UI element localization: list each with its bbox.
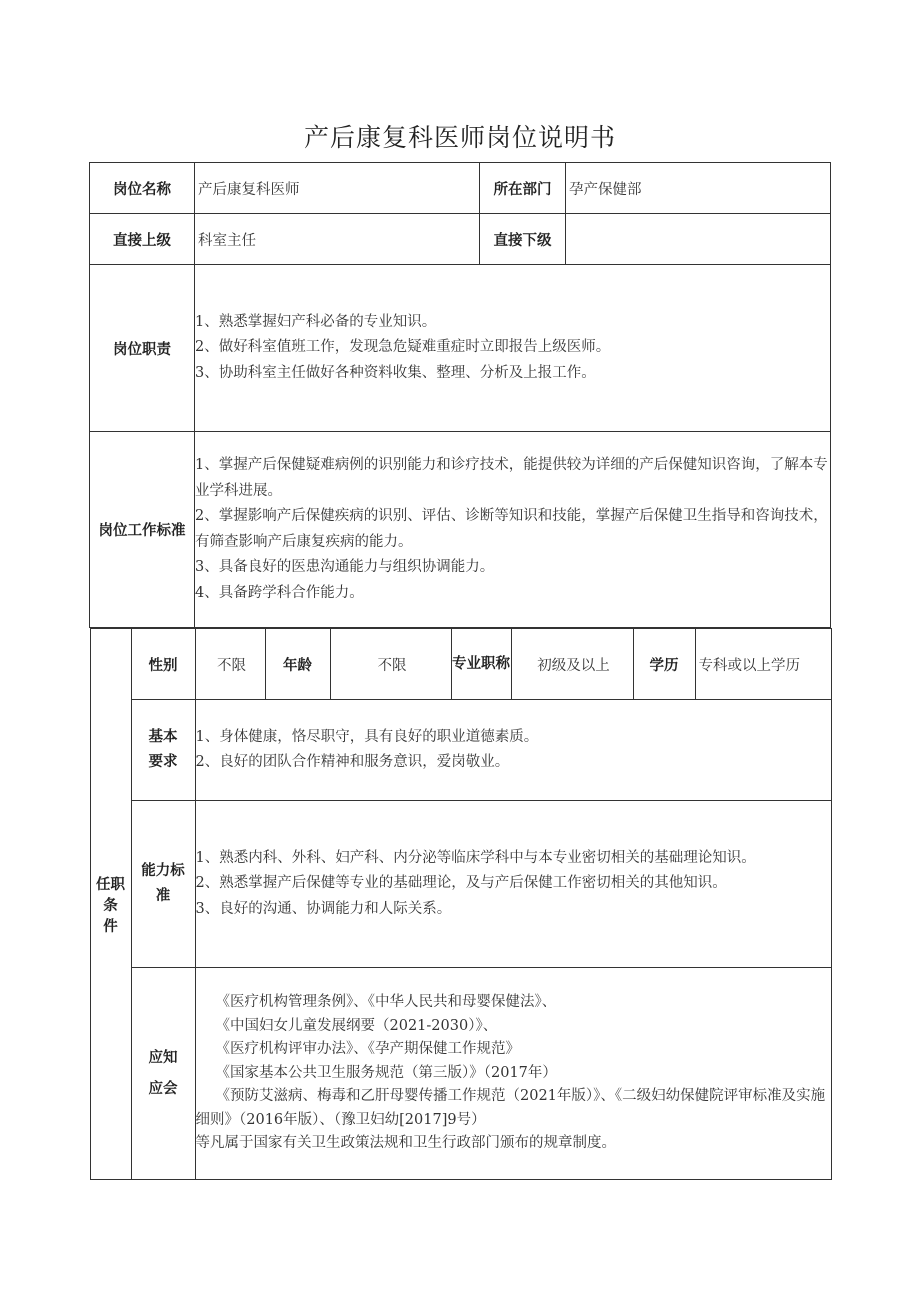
standards-label: 岗位工作标准 <box>90 432 195 628</box>
duty-item: 2、做好科室值班工作，发现急危疑难重症时立即报告上级医师。 <box>195 339 611 356</box>
standard-item: 3、具备良好的医患沟通能力与组织协调能力。 <box>195 559 495 575</box>
ability-label-line: 准 <box>155 888 171 904</box>
standards-row <box>90 432 831 628</box>
ability-label-line: 能力标 <box>141 863 185 879</box>
knowledge-content <box>195 968 831 1180</box>
regulation-item: 《医疗机构评审办法》、《孕产期保健工作规范》 <box>215 1041 520 1058</box>
department-value: 孕产保健部 <box>566 163 831 214</box>
qualifications-row <box>90 628 831 1181</box>
superior-label: 直接上级 <box>90 214 195 265</box>
regulation-item: 《国家基本公共卫生服务规范（第三版）》（2017年） <box>215 1064 557 1081</box>
gender-label: 性别 <box>131 629 195 700</box>
department-label: 所在部门 <box>480 163 566 214</box>
ability-content <box>195 801 831 968</box>
superior-row <box>90 214 831 265</box>
basic-req-item: 1、身体健康，恪尽职守，具有良好的职业道德素质。 <box>195 728 539 745</box>
standard-item: 4、具备跨学科合作能力。 <box>195 584 364 601</box>
regulation-item: 《预防艾滋病、梅毒和乙肝母婴传播工作规范（2021年版）》、《二级妇幼保健院评审标准及实施细则》（2016年版）、（豫卫妇幼[2017]9号） <box>195 1088 826 1128</box>
basic-req-label <box>131 700 195 801</box>
standard-item: 1、掌握产后保健疑难病例的识别能力和诊疗技术，能提供较为详细的产后保健知识咨询，了解本专业学科进展。 <box>195 457 828 499</box>
position-name-label: 岗位名称 <box>90 163 195 214</box>
basic-req-label-line: 要求 <box>148 754 178 770</box>
title-label: 专业职称 <box>451 629 511 700</box>
qualifications-label-line: 任职 <box>96 876 125 893</box>
duties-label: 岗位职责 <box>90 265 195 432</box>
superior-value: 科室主任 <box>195 214 480 265</box>
standards-content <box>195 432 831 628</box>
ability-label <box>131 801 195 968</box>
title-value: 初级及以上 <box>511 629 633 700</box>
qualifications-label <box>90 629 131 1180</box>
regulation-item: 《医疗机构管理条例》、《中华人民共和母婴保健法》、 <box>215 994 557 1011</box>
gender-value: 不限 <box>195 629 265 700</box>
basic-req-label-line: 基本 <box>148 729 178 745</box>
age-label: 年龄 <box>265 629 330 700</box>
education-label: 学历 <box>633 629 695 700</box>
job-description-table <box>89 162 831 1180</box>
position-name-value: 产后康复科医师 <box>195 163 480 214</box>
duties-content <box>195 265 831 432</box>
basic-req-content <box>195 700 831 801</box>
qualifications-label-line: 条 <box>103 897 118 914</box>
regulation-item: 《中国妇女儿童发展纲要（2021-2030）》、 <box>215 1017 498 1034</box>
knowledge-label <box>131 968 195 1180</box>
ability-item: 3、良好的沟通、协调能力和人际关系。 <box>195 900 452 917</box>
standard-item: 2、掌握影响产后保健疾病的识别、评估、诊断等知识和技能，掌握产后保健卫生指导和咨询技术，有筛查影响产后康复疾病的能力。 <box>195 508 828 550</box>
page-title: 产后康复科医师岗位说明书 <box>303 123 616 152</box>
regulation-item: 等凡属于国家有关卫生政策法规和卫生行政部门颁布的规章制度。 <box>195 1135 616 1152</box>
duty-item: 3、协助科室主任做好各种资料收集、整理、分析及上报工作。 <box>195 364 596 381</box>
knowledge-label-line: 应会 <box>148 1080 178 1097</box>
age-value: 不限 <box>330 629 451 700</box>
ability-item: 1、熟悉内科、外科、妇产科、内分泌等临床学科中与本专业密切相关的基础理论知识。 <box>195 849 756 866</box>
basic-req-item: 2、良好的团队合作精神和服务意识，爱岗敬业。 <box>195 754 510 770</box>
education-value: 专科或以上学历 <box>695 629 831 700</box>
subordinate-label: 直接下级 <box>480 214 566 265</box>
duties-row <box>90 265 831 432</box>
knowledge-label-line: 应知 <box>148 1049 178 1066</box>
position-name-row <box>90 163 831 214</box>
ability-item: 2、熟悉掌握产后保健等专业的基础理论，及与产后保健工作密切相关的其他知识。 <box>195 875 727 892</box>
subordinate-value <box>566 214 831 265</box>
duty-item: 1、熟悉掌握妇产科必备的专业知识。 <box>195 313 437 330</box>
qualifications-table <box>90 628 832 1180</box>
qualifications-label-line: 件 <box>103 918 118 935</box>
